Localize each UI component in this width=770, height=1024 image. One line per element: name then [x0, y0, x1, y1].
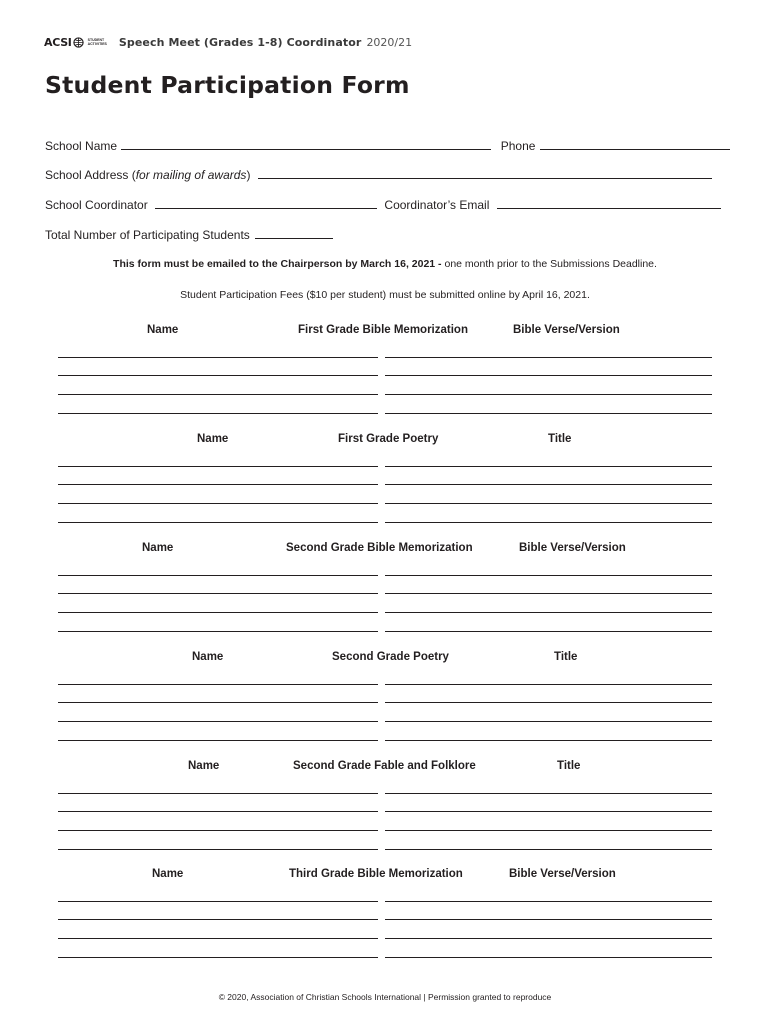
- student-name-field[interactable]: [58, 612, 378, 613]
- category-header: Second Grade Bible Memorization: [286, 542, 473, 554]
- selection-title-field[interactable]: [385, 503, 712, 504]
- selection-title-field[interactable]: [385, 740, 712, 741]
- student-name-field[interactable]: [58, 938, 378, 939]
- selection-title-field[interactable]: [385, 631, 712, 632]
- globe-icon: [73, 37, 84, 48]
- coordinator-email-field[interactable]: [497, 199, 721, 209]
- student-name-field[interactable]: [58, 793, 378, 794]
- name-column-header: Name: [152, 868, 184, 880]
- student-name-field[interactable]: [58, 849, 378, 850]
- phone-field[interactable]: [540, 140, 730, 150]
- selection-title-field[interactable]: [385, 919, 712, 920]
- selection-title-field[interactable]: [385, 684, 712, 685]
- school-address-label: School Address (: [45, 168, 136, 182]
- selection-title-field[interactable]: [385, 575, 712, 576]
- student-name-field[interactable]: [58, 919, 378, 920]
- student-name-field[interactable]: [58, 575, 378, 576]
- deadline-notice-regular: one month prior to the Submissions Deadline.: [441, 258, 657, 270]
- page-header: [44, 33, 412, 51]
- student-name-field[interactable]: [58, 484, 378, 485]
- logo-subtext: [88, 38, 107, 46]
- school-address-field[interactable]: [258, 169, 712, 179]
- fee-notice: Student Participation Fees ($10 per student) must be submitted online by April 16, 2021.: [180, 289, 590, 301]
- total-students-field[interactable]: [255, 229, 333, 239]
- selection-title-field[interactable]: [385, 375, 712, 376]
- header-year: 2020/21: [366, 35, 413, 49]
- total-students-row: [45, 228, 333, 242]
- selection-title-field[interactable]: [385, 721, 712, 722]
- category-header: First Grade Bible Memorization: [298, 324, 468, 336]
- phone-label: Phone: [500, 139, 536, 153]
- verse-title-column-header: Title: [548, 433, 572, 445]
- student-name-field[interactable]: [58, 811, 378, 812]
- name-column-header: Name: [197, 433, 229, 445]
- category-header: First Grade Poetry: [338, 433, 439, 445]
- school-address-close: ): [246, 168, 251, 182]
- student-name-field[interactable]: [58, 503, 378, 504]
- verse-title-column-header: Bible Verse/Version: [509, 868, 616, 880]
- header-title: Speech Meet (Grades 1-8) Coordinator: [118, 35, 362, 49]
- student-name-field[interactable]: [58, 901, 378, 902]
- selection-title-field[interactable]: [385, 849, 712, 850]
- selection-title-field[interactable]: [385, 793, 712, 794]
- student-name-field[interactable]: [58, 957, 378, 958]
- selection-title-field[interactable]: [385, 394, 712, 395]
- student-name-field[interactable]: [58, 631, 378, 632]
- verse-title-column-header: Title: [554, 651, 578, 663]
- name-column-header: Name: [142, 542, 174, 554]
- school-name-field[interactable]: [121, 140, 491, 150]
- selection-title-field[interactable]: [385, 484, 712, 485]
- verse-title-column-header: Title: [557, 760, 581, 772]
- selection-title-field[interactable]: [385, 811, 712, 812]
- logo-sub-line: STUDENT: [87, 38, 105, 42]
- school-name-label: School Name: [45, 139, 118, 153]
- selection-title-field[interactable]: [385, 593, 712, 594]
- selection-title-field[interactable]: [385, 830, 712, 831]
- selection-title-field[interactable]: [385, 957, 712, 958]
- category-header: Second Grade Poetry: [332, 651, 449, 663]
- student-name-field[interactable]: [58, 466, 378, 467]
- student-name-field[interactable]: [58, 830, 378, 831]
- selection-title-field[interactable]: [385, 901, 712, 902]
- school-name-row: [45, 139, 730, 153]
- total-students-label: Total Number of Participating Students: [45, 228, 250, 242]
- selection-title-field[interactable]: [385, 702, 712, 703]
- student-name-field[interactable]: [58, 593, 378, 594]
- student-name-field[interactable]: [58, 375, 378, 376]
- selection-title-field[interactable]: [385, 938, 712, 939]
- student-name-field[interactable]: [58, 721, 378, 722]
- school-address-row: [45, 168, 712, 182]
- student-name-field[interactable]: [58, 522, 378, 523]
- student-name-field[interactable]: [58, 740, 378, 741]
- selection-title-field[interactable]: [385, 357, 712, 358]
- acsi-logo: [44, 36, 107, 49]
- student-name-field[interactable]: [58, 394, 378, 395]
- student-name-field[interactable]: [58, 413, 378, 414]
- school-coordinator-field[interactable]: [155, 199, 377, 209]
- logo-sub-line: ACTIVITIES: [87, 42, 107, 46]
- copyright-footer: © 2020, Association of Christian Schools International | Permission granted to reproduce: [218, 992, 552, 1002]
- selection-title-field[interactable]: [385, 413, 712, 414]
- coordinator-row: [45, 198, 721, 212]
- name-column-header: Name: [147, 324, 179, 336]
- verse-title-column-header: Bible Verse/Version: [513, 324, 620, 336]
- deadline-notice: [0, 258, 770, 270]
- verse-title-column-header: Bible Verse/Version: [519, 542, 626, 554]
- category-header: Second Grade Fable and Folklore: [293, 760, 476, 772]
- name-column-header: Name: [188, 760, 220, 772]
- student-name-field[interactable]: [58, 702, 378, 703]
- category-header: Third Grade Bible Memorization: [289, 868, 463, 880]
- school-coordinator-label: School Coordinator: [45, 198, 148, 212]
- student-name-field[interactable]: [58, 357, 378, 358]
- selection-title-field[interactable]: [385, 522, 712, 523]
- logo-text: ACSI: [44, 35, 72, 49]
- coordinator-email-label: Coordinator’s Email: [384, 198, 490, 212]
- selection-title-field[interactable]: [385, 466, 712, 467]
- name-column-header: Name: [192, 651, 224, 663]
- deadline-notice-bold: This form must be emailed to the Chairperson by March 16, 2021 -: [113, 258, 442, 270]
- student-name-field[interactable]: [58, 684, 378, 685]
- selection-title-field[interactable]: [385, 612, 712, 613]
- school-address-note: for mailing of awards: [135, 168, 247, 182]
- page-title: Student Participation Form: [45, 71, 410, 99]
